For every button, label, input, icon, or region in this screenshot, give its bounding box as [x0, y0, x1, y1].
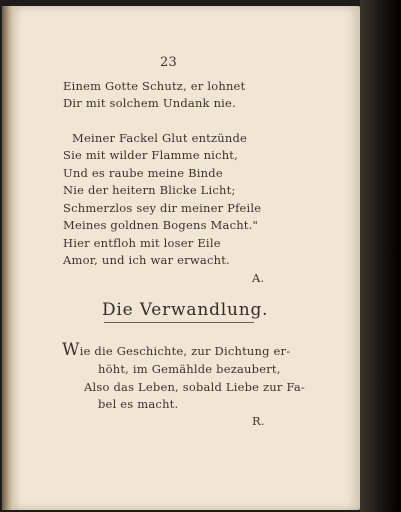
stanza2-line3: Und es raube meine Binde — [63, 166, 223, 180]
stanza2-line8: Amor, und ich war erwacht. — [63, 253, 230, 267]
stanza1-line1: Einem Gotte Schutz, er lohnet — [63, 79, 246, 93]
stanza2-line2: Sie mit wilder Flamme nicht, — [63, 148, 238, 162]
stanza2-line7: Hier entfloh mit loser Eile — [63, 236, 221, 250]
poem2-line1-text: ie die Geschichte, zur Dichtung er- — [79, 344, 291, 358]
drop-initial: W — [62, 340, 80, 360]
signature-r: R. — [252, 414, 265, 428]
page-number: 23 — [160, 55, 177, 70]
poem2-line3: Also das Leben, sobald Liebe zur Fa- — [84, 380, 306, 394]
poem2-line2: höht, im Gemählde bezaubert, — [98, 362, 281, 376]
poem2-line4: bel es macht. — [98, 397, 179, 411]
background-shadow — [360, 0, 401, 512]
poem2-line1 — [62, 340, 290, 360]
poem-title: Die Verwandlung. — [102, 300, 269, 320]
stanza1-line2: Dir mit solchem Undank nie. — [63, 96, 236, 110]
title-underline — [104, 322, 254, 323]
stanza2-line1: Meiner Fackel Glut entzünde — [72, 131, 248, 145]
signature-a: A. — [252, 271, 265, 285]
stanza2-line4: Nie der heitern Blicke Licht; — [63, 183, 236, 197]
stanza2-line5: Schmerzlos sey dir meiner Pfeile — [63, 201, 262, 215]
stanza2-line6: Meines goldnen Bogens Macht." — [63, 218, 258, 232]
